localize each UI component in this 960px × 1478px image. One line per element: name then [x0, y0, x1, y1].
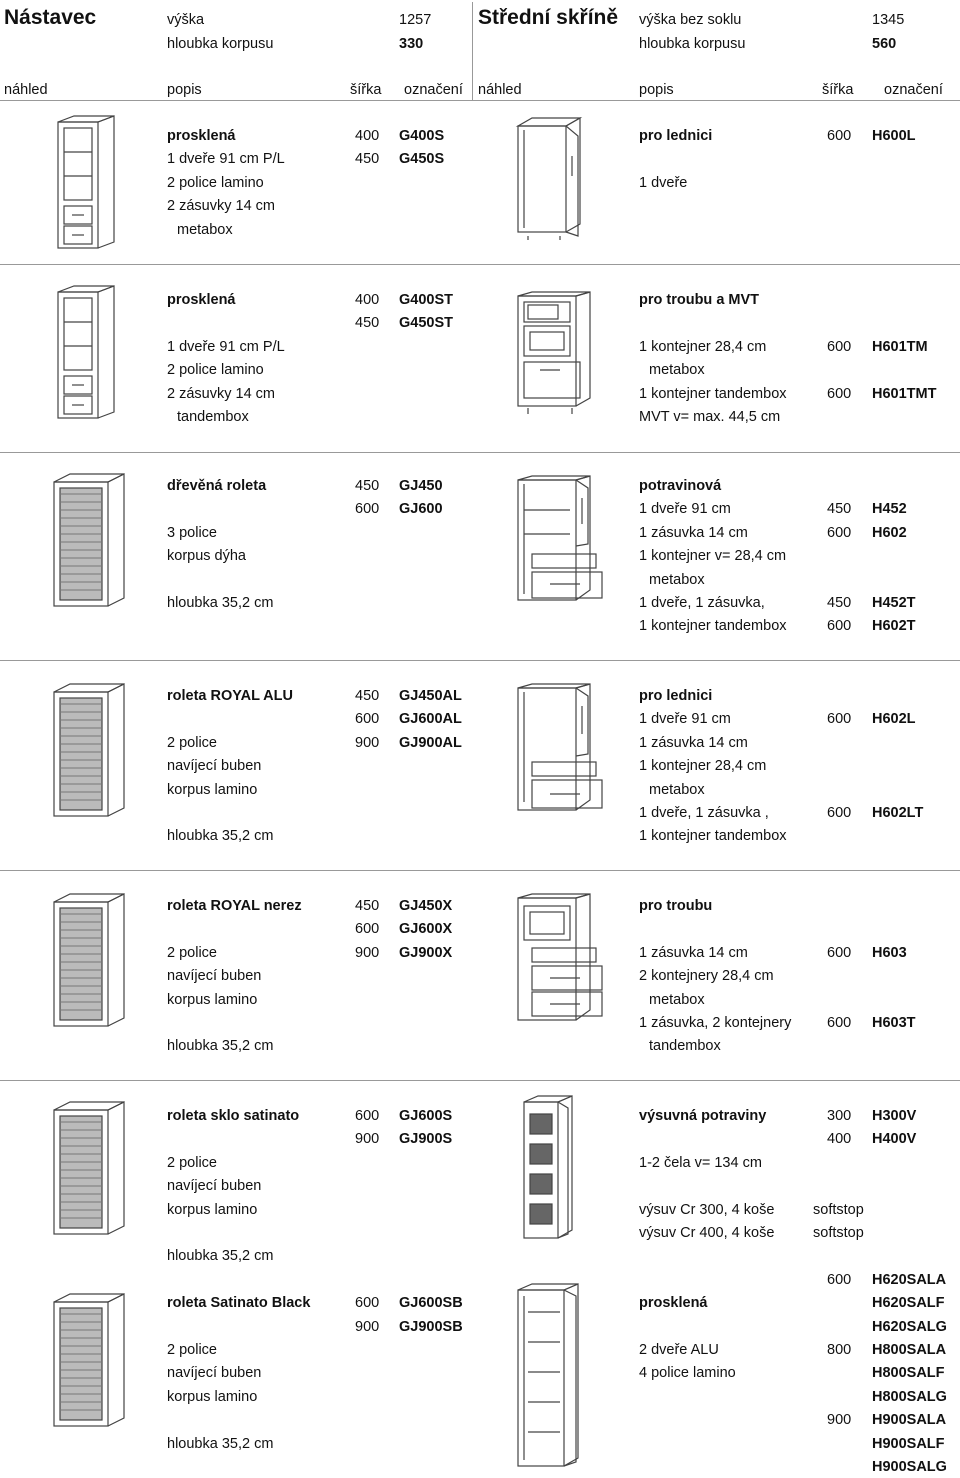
item-description: 1 dveře, 1 zásuvka , [639, 805, 769, 821]
item-description: korpus lamino [167, 1389, 258, 1405]
item-description: navíjecí buben [167, 968, 262, 984]
item-width: 400 [355, 292, 380, 308]
item-description: metabox [177, 222, 233, 238]
item-width: 450 [355, 478, 380, 494]
item-description: korpus lamino [167, 992, 258, 1008]
item-description: pro lednici [639, 128, 713, 144]
left-height-label: výška [167, 12, 205, 28]
item-description: 2 dveře ALU [639, 1342, 719, 1358]
item-code: H603 [872, 945, 907, 961]
item-width: 600 [827, 711, 852, 727]
item-description: korpus lamino [167, 1202, 258, 1218]
item-description: navíjecí buben [167, 1178, 262, 1194]
item-width: 600 [827, 805, 852, 821]
item-description: 1 zásuvka 14 cm [639, 525, 748, 541]
item-code: H600L [872, 128, 916, 144]
item-code: GJ450X [399, 898, 453, 914]
item-description: korpus lamino [167, 782, 258, 798]
row-rule [0, 264, 960, 265]
item-description: 4 police lamino [639, 1365, 736, 1381]
col-header-oznaceni-right: označení [884, 82, 943, 98]
item-width: 600 [827, 128, 852, 144]
item-width: 900 [355, 735, 380, 751]
item-description: korpus dýha [167, 548, 246, 564]
item-code: G400ST [399, 292, 453, 308]
item-code: GJ900AL [399, 735, 462, 751]
item-width: 450 [355, 688, 380, 704]
item-code: H900SALG [872, 1459, 947, 1475]
item-code: G450ST [399, 315, 453, 331]
item-width: 600 [355, 711, 380, 727]
item-description: tandembox [649, 1038, 721, 1054]
item-description: prosklená [639, 1295, 708, 1311]
item-description: metabox [649, 992, 705, 1008]
item-code: GJ900X [399, 945, 453, 961]
col-header-oznaceni-left: označení [404, 82, 463, 98]
item-description: výsuv Cr 300, 4 koše [639, 1202, 775, 1218]
item-description: navíjecí buben [167, 1365, 262, 1381]
item-description: metabox [649, 782, 705, 798]
oven-cabinet-drawing [510, 290, 600, 416]
item-description: potravinová [639, 478, 722, 494]
item-description: 1 dveře 91 cm P/L [167, 151, 285, 167]
fridge-cabinet-drawing [510, 116, 590, 242]
item-description: 2 police lamino [167, 362, 264, 378]
item-description: 2 police [167, 735, 217, 751]
col-header-nahled-right: náhled [478, 82, 522, 98]
item-width: 600 [355, 1295, 380, 1311]
item-description: hloubka 35,2 cm [167, 1248, 274, 1264]
row-rule [0, 1080, 960, 1081]
item-description: 2 police [167, 945, 217, 961]
item-code: G400S [399, 128, 445, 144]
left-depth-label: hloubka korpusu [167, 36, 274, 52]
item-code: H900SALA [872, 1412, 947, 1428]
item-description: 1 dveře 91 cm P/L [167, 339, 285, 355]
item-code: H900SALF [872, 1436, 945, 1452]
item-description: prosklená [167, 128, 236, 144]
item-extra: softstop [813, 1202, 864, 1218]
item-description: 1 dveře [639, 175, 688, 191]
item-code: H602L [872, 711, 916, 727]
item-width: 900 [827, 1412, 852, 1428]
item-width: 600 [827, 525, 852, 541]
item-description: 1 kontejner v= 28,4 cm [639, 548, 787, 564]
item-description: 1 kontejner tandembox [639, 828, 787, 844]
glass-tall-cabinet-drawing [510, 1282, 590, 1472]
item-width: 800 [827, 1342, 852, 1358]
item-description: 1-2 čela v= 134 cm [639, 1155, 762, 1171]
item-description: pro troubu a MVT [639, 292, 760, 308]
item-description: metabox [649, 362, 705, 378]
item-description: hloubka 35,2 cm [167, 1436, 274, 1452]
fridge-drawer-cabinet-drawing [510, 682, 610, 818]
item-description: dřevěná roleta [167, 478, 267, 494]
item-width: 600 [355, 921, 380, 937]
roller-shutter-drawing [48, 470, 128, 610]
item-width: 600 [827, 386, 852, 402]
item-code: G450S [399, 151, 445, 167]
item-description: metabox [649, 572, 705, 588]
item-width: 600 [827, 1272, 852, 1288]
roller-shutter-drawing [48, 890, 128, 1030]
item-width: 600 [827, 618, 852, 634]
item-code: GJ600 [399, 501, 443, 517]
glass-cabinet-drawing [50, 112, 120, 252]
row-rule [0, 452, 960, 453]
item-description: 1 kontejner 28,4 cm [639, 339, 767, 355]
item-description: hloubka 35,2 cm [167, 595, 274, 611]
pullout-pantry-drawing [510, 1094, 590, 1244]
item-width: 300 [827, 1108, 852, 1124]
col-header-nahled-left: náhled [4, 82, 48, 98]
item-description: pro lednici [639, 688, 713, 704]
item-description: 1 zásuvka 14 cm [639, 945, 748, 961]
right-depth-label: hloubka korpusu [639, 36, 746, 52]
item-description: výsuv Cr 400, 4 koše [639, 1225, 775, 1241]
roller-shutter-drawing [48, 680, 128, 820]
item-width: 900 [355, 1131, 380, 1147]
item-width: 600 [355, 1108, 380, 1124]
item-code: GJ600SB [399, 1295, 463, 1311]
item-width: 600 [827, 339, 852, 355]
item-description: roleta ROYAL ALU [167, 688, 293, 704]
item-description: roleta Satinato Black [167, 1295, 311, 1311]
item-code: H620SALA [872, 1272, 947, 1288]
item-description: 1 kontejner 28,4 cm [639, 758, 767, 774]
right-section-title: Střední skříně [478, 6, 619, 29]
item-description: 1 zásuvka 14 cm [639, 735, 748, 751]
item-code: H602LT [872, 805, 924, 821]
item-code: H300V [872, 1108, 917, 1124]
right-height-label: výška bez soklu [639, 12, 742, 28]
item-description: 3 police [167, 525, 217, 541]
item-description: 1 zásuvka, 2 kontejnery [639, 1015, 792, 1031]
item-code: H800SALA [872, 1342, 947, 1358]
item-code: GJ600AL [399, 711, 462, 727]
item-code: H800SALF [872, 1365, 945, 1381]
item-description: MVT v= max. 44,5 cm [639, 409, 781, 425]
item-description: 2 police [167, 1342, 217, 1358]
item-code: GJ900S [399, 1131, 453, 1147]
item-description: 1 dveře 91 cm [639, 711, 731, 727]
item-width: 600 [355, 501, 380, 517]
item-description: 2 police [167, 1155, 217, 1171]
item-description: tandembox [177, 409, 249, 425]
item-code: H400V [872, 1131, 917, 1147]
item-code: H601TM [872, 339, 928, 355]
item-code: H603T [872, 1015, 916, 1031]
item-description: pro troubu [639, 898, 713, 914]
item-width: 450 [355, 898, 380, 914]
item-description: roleta sklo satinato [167, 1108, 300, 1124]
item-description: hloubka 35,2 cm [167, 828, 274, 844]
left-section-title: Nástavec [4, 6, 97, 29]
col-header-sirka-right: šířka [822, 82, 854, 98]
col-header-popis-left: popis [167, 82, 202, 98]
row-rule [0, 660, 960, 661]
item-code: GJ600S [399, 1108, 453, 1124]
item-width: 400 [355, 128, 380, 144]
right-height-value: 1345 [872, 12, 905, 28]
item-width: 600 [827, 1015, 852, 1031]
item-description: 1 dveře, 1 zásuvka, [639, 595, 765, 611]
oven-drawer-cabinet-drawing [510, 892, 610, 1028]
item-width: 900 [355, 1319, 380, 1335]
item-description: 1 dveře 91 cm [639, 501, 731, 517]
item-extra: softstop [813, 1225, 864, 1241]
col-header-popis-right: popis [639, 82, 674, 98]
item-description: 1 kontejner tandembox [639, 386, 787, 402]
header-rule [0, 100, 960, 101]
item-code: H800SALG [872, 1389, 947, 1405]
item-code: H620SALF [872, 1295, 945, 1311]
item-code: H452 [872, 501, 907, 517]
item-code: H601TMT [872, 386, 937, 402]
item-width: 400 [827, 1131, 852, 1147]
item-description: 1 kontejner tandembox [639, 618, 787, 634]
item-description: 2 police lamino [167, 175, 264, 191]
item-width: 600 [827, 945, 852, 961]
roller-shutter-drawing [48, 1098, 128, 1238]
item-code: GJ900SB [399, 1319, 463, 1335]
left-depth-value: 330 [399, 36, 424, 52]
item-description: navíjecí buben [167, 758, 262, 774]
glass-cabinet-drawing [50, 282, 120, 422]
roller-shutter-drawing [48, 1290, 128, 1430]
item-description: prosklená [167, 292, 236, 308]
header-divider [472, 2, 473, 100]
right-depth-value: 560 [872, 36, 897, 52]
item-description: hloubka 35,2 cm [167, 1038, 274, 1054]
item-description: 2 zásuvky 14 cm [167, 386, 275, 402]
item-code: H452T [872, 595, 916, 611]
item-description: 2 zásuvky 14 cm [167, 198, 275, 214]
item-code: GJ450AL [399, 688, 462, 704]
item-code: H620SALG [872, 1319, 947, 1335]
item-description: výsuvná potraviny [639, 1108, 767, 1124]
left-height-value: 1257 [399, 12, 432, 28]
row-rule [0, 870, 960, 871]
item-width: 900 [355, 945, 380, 961]
item-code: H602 [872, 525, 907, 541]
item-code: GJ600X [399, 921, 453, 937]
pantry-cabinet-drawing [510, 474, 610, 608]
item-width: 450 [355, 151, 380, 167]
item-description: 2 kontejnery 28,4 cm [639, 968, 774, 984]
item-width: 450 [827, 501, 852, 517]
item-code: GJ450 [399, 478, 443, 494]
item-width: 450 [355, 315, 380, 331]
item-code: H602T [872, 618, 916, 634]
col-header-sirka-left: šířka [350, 82, 382, 98]
item-description: roleta ROYAL nerez [167, 898, 302, 914]
item-width: 450 [827, 595, 852, 611]
